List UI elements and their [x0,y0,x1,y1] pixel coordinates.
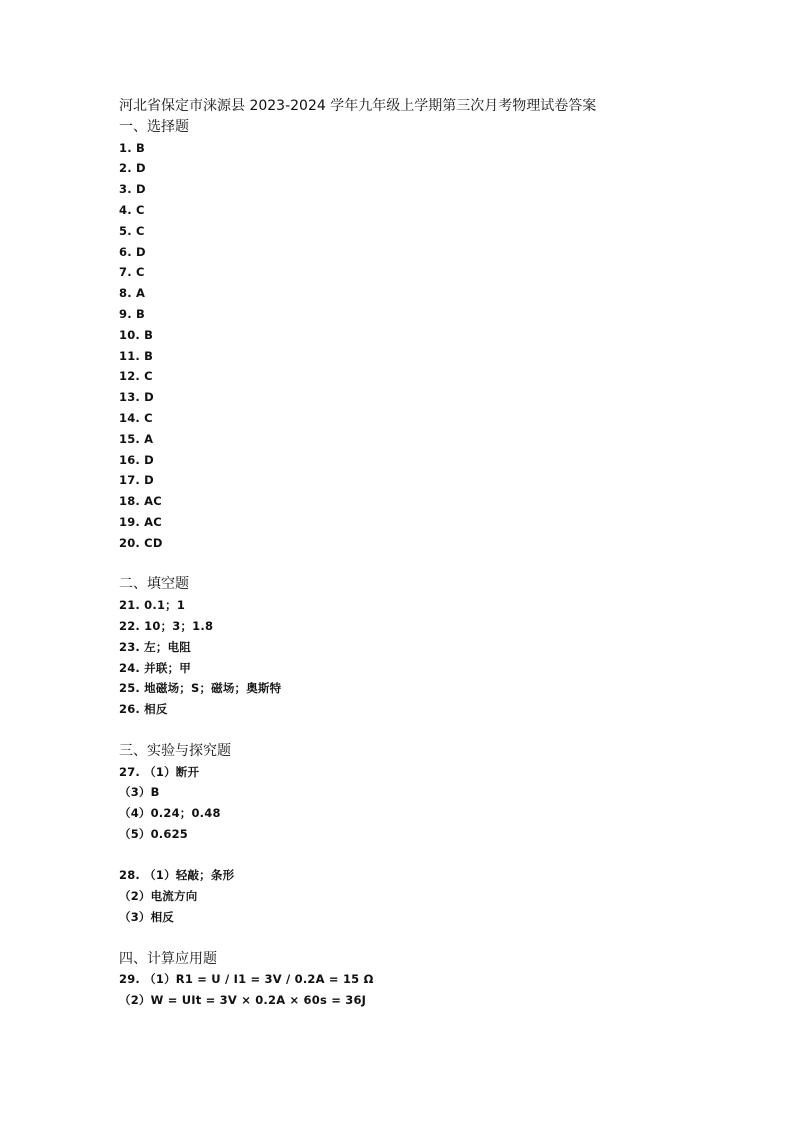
answer-line: 2. D [119,161,146,176]
section-heading-calculation: 四、计算应用题 [119,950,217,967]
answer-line: （2）W = UIt = 3V × 0.2A × 60s = 36J [119,993,367,1008]
answer-line: 22. 10；3；1.8 [119,618,214,633]
answer-line: 5. C [119,223,145,238]
answer-line: 17. D [119,473,154,488]
answer-line: 28. （1）轻敲；条形 [119,868,235,883]
answer-line: 16. D [119,452,154,467]
answer-line: 11. B [119,348,154,363]
answer-line: 19. AC [119,514,162,529]
answer-line: 9. B [119,306,145,321]
blank-line [119,928,759,949]
section-heading-choice: 一、选择题 [119,118,189,135]
answer-line: 20. CD [119,535,163,550]
answer-line: 7. C [119,265,145,280]
document-title: 河北省保定市涞源县 2023-2024 学年九年级上学期第三次月考物理试卷答案 [119,98,597,114]
answer-line: （3）B [119,785,160,800]
answer-line: 10. B [119,327,154,342]
answer-line: 3. D [119,182,146,197]
answer-line: 25. 地磁场；S；磁场；奥斯特 [119,681,282,696]
answer-line: （3）相反 [119,910,175,925]
answer-line: 24. 并联；甲 [119,660,191,675]
blank-line [119,554,759,575]
answer-line: 29. （1）R1 = U / I1 = 3V / 0.2A = 15 Ω [119,972,374,987]
answer-line: 14. C [119,410,153,425]
answer-line: （5）0.625 [119,826,188,841]
answer-line: 18. AC [119,494,162,509]
answer-line: 8. A [119,286,146,301]
answer-line: 1. B [119,140,145,155]
answer-line: （4）0.24；0.48 [119,806,221,821]
answer-line: 23. 左；电阻 [119,639,191,654]
blank-line [119,720,759,741]
answer-line: 6. D [119,244,146,259]
section-heading-experiment: 三、实验与探究题 [119,742,231,759]
section-heading-fill: 二、填空题 [119,576,189,593]
answer-sheet [119,96,759,1011]
answer-line: 27. （1）断开 [119,764,200,779]
answer-line: 4. C [119,202,145,217]
answer-line: 15. A [119,431,154,446]
answer-line: 13. D [119,390,154,405]
blank-line [119,845,759,866]
answer-line: 21. 0.1；1 [119,598,186,613]
answer-line: 12. C [119,369,153,384]
answer-line: （2）电流方向 [119,889,198,904]
answer-line: 26. 相反 [119,702,168,717]
